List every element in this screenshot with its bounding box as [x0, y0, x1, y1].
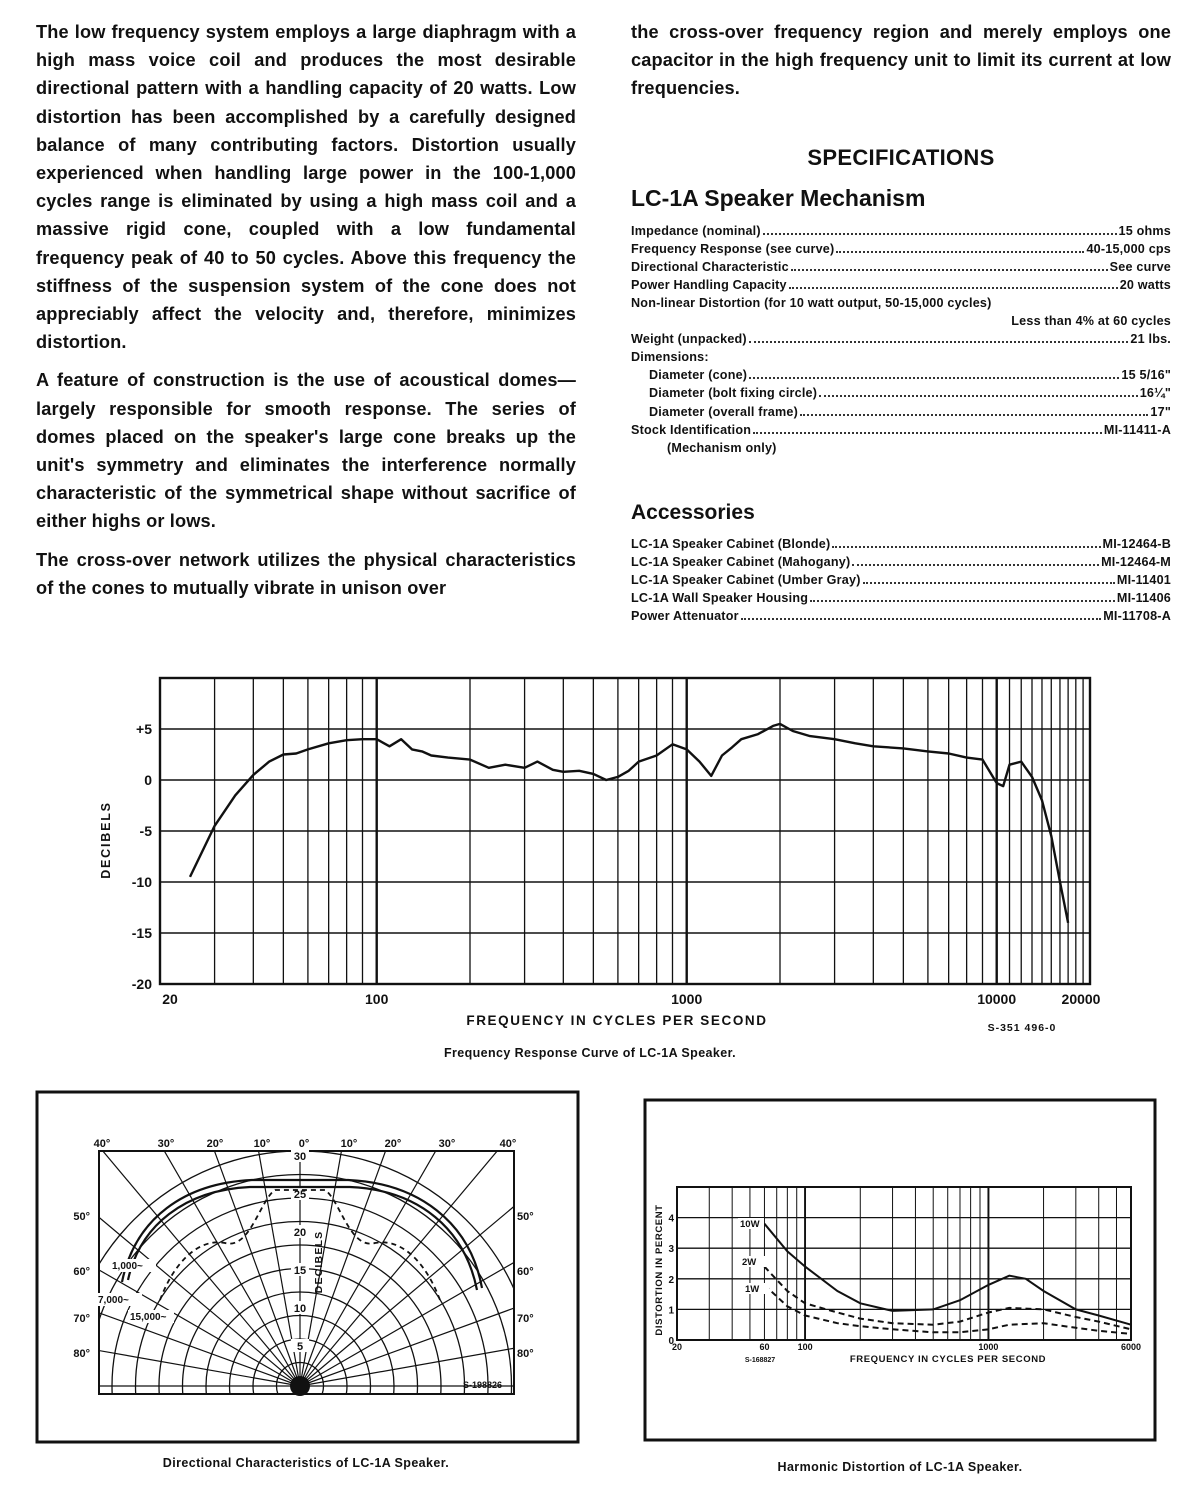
polar-radial-line [0, 1186, 300, 1386]
angle-label: 40° [499, 1138, 517, 1150]
spec-value: 15 5/16" [1121, 368, 1171, 383]
y-tick-label: 0 [144, 772, 152, 788]
spec-value: 20 watts [1119, 277, 1171, 292]
frequency-chart-caption: Frequency Response Curve of LC-1A Speaker. [443, 1046, 737, 1060]
y-tick-label: -5 [139, 823, 152, 839]
drawing-number: S-168827 [744, 1357, 776, 1364]
spec-value: 21 lbs. [1130, 332, 1171, 347]
spec-label: Dimensions: [631, 350, 709, 365]
y-tick-label: 4 [668, 1213, 674, 1225]
paragraph-cross-over-continued: the cross-over frequency region and merely employs one capacitor in the high frequency unit to limit its current at low frequencies. [631, 22, 1171, 99]
radial-tick-label: 20 [293, 1227, 307, 1239]
x-tick-label: 6000 [1120, 1342, 1142, 1352]
spec-value: Less than 4% at 60 cycles [1011, 314, 1171, 329]
x-tick-label: 20 [671, 1342, 683, 1352]
accessory-label: LC-1A Wall Speaker Housing [631, 591, 809, 606]
series-label: 1,000~ [112, 1261, 143, 1272]
angle-label: 30° [438, 1138, 456, 1150]
polar-radial-line [300, 1129, 606, 1386]
x-tick-label: 20 [162, 991, 178, 1007]
x-tick-label: 100 [365, 991, 389, 1007]
x-axis-label: FREQUENCY IN CYCLES PER SECOND [466, 1013, 768, 1028]
angle-label: 10° [253, 1138, 271, 1150]
y-tick-label: 3 [668, 1244, 674, 1256]
accessory-label: LC-1A Speaker Cabinet (Blonde) [631, 536, 831, 551]
y-tick-label: 2 [668, 1274, 674, 1286]
angle-label: 40° [93, 1138, 111, 1150]
series-label: 1W [745, 1284, 760, 1295]
accessory-label: Power Attenuator [631, 609, 739, 624]
y-tick-label: -20 [131, 976, 152, 992]
angle-label: 20° [206, 1138, 224, 1150]
radial-tick-label: 10 [293, 1303, 307, 1315]
angle-label: 0° [298, 1138, 310, 1150]
spec-label: Power Handling Capacity [631, 277, 787, 292]
spec-label: Frequency Response (see curve) [631, 241, 835, 256]
spec-value: MI-11411-A [1103, 422, 1171, 437]
accessory-label: LC-1A Speaker Cabinet (Mahogany) [631, 554, 851, 569]
x-tick-label: 10000 [977, 991, 1017, 1007]
y-tick-label: +5 [136, 721, 152, 737]
y-axis-label: DISTORTION IN PERCENT [654, 1204, 665, 1336]
y-tick-label: 1 [668, 1305, 674, 1317]
x-tick-label: 20000 [1061, 991, 1101, 1007]
spec-value: 17" [1150, 404, 1171, 419]
side-angle-label-left: 60° [73, 1266, 90, 1278]
spec-label: Directional Characteristic [631, 259, 789, 274]
paragraph-cross-over: The cross-over network utilizes the physical characteristics of the cones to mutually vibrate in unison over [36, 549, 576, 598]
spec-label: Impedance (nominal) [631, 223, 761, 238]
spec-label: Diameter (cone) [649, 368, 748, 383]
spec-value: See curve [1109, 259, 1171, 274]
x-axis-label: FREQUENCY IN CYCLES PER SECOND [849, 1354, 1047, 1365]
directional-chart [0, 986, 703, 1500]
directional-chart-caption: Directional Characteristics of LC-1A Speaker. [162, 1456, 450, 1470]
spec-label: (Mechanism only) [667, 440, 777, 455]
y-axis-label: DECIBELS [99, 801, 113, 879]
series-label: 2W [742, 1257, 757, 1268]
specifications-heading: SPECIFICATIONS [807, 144, 995, 170]
spec-label: Stock Identification [631, 422, 752, 437]
radial-tick-label: 25 [293, 1189, 307, 1201]
side-angle-label-left: 50° [73, 1211, 90, 1223]
x-tick-label: 60 [759, 1342, 770, 1352]
polar-grid [0, 986, 703, 1500]
response-curve-line [190, 724, 1068, 923]
side-angle-label-left: 70° [73, 1313, 90, 1325]
spec-value: 16¼" [1139, 386, 1171, 401]
polar-radial-line [300, 1249, 676, 1386]
spec-label: Non-linear Distortion (for 10 watt output, 50-15,000 cycles) [631, 295, 992, 310]
accessory-value: MI-11708-A [1103, 609, 1171, 624]
drawing-number: S-351 496-0 [987, 1022, 1057, 1034]
accessory-value: MI-11406 [1116, 591, 1171, 606]
paragraph-low-frequency: The low frequency system employs a large diaphragm with a high mass voice coil and produces the most desirable directional pattern with a handling capacity of 20 watts. Low distortion has been accomplished by a carefully designed balance of many contributing factors. Distortion usually experienced when handling large power in the 100-1,000 cycles range is eliminated by using a high mass coil and a massive rigid cone, coupled with a low fundamental frequency peak of 40 to 50 cycles. Above this frequency the stiffness of the suspension system of the cone does not appreciably affect the velocity and, therefore, minimizes distortion. [36, 22, 576, 353]
chart-border [645, 1100, 1155, 1440]
series-label: 7,000~ [98, 1295, 129, 1306]
harmonic-distortion-chart [645, 1100, 1155, 1440]
spec-label: Weight (unpacked) [631, 332, 747, 347]
angle-label: 30° [157, 1138, 175, 1150]
angle-label: 10° [340, 1138, 358, 1150]
polar-radial-line [0, 1129, 300, 1386]
x-tick-label: 1000 [978, 1342, 999, 1352]
series-label: 15,000~ [130, 1312, 167, 1323]
accessory-value: MI-12464-B [1102, 536, 1171, 551]
spec-label: Diameter (bolt fixing circle) [649, 386, 818, 401]
mechanism-title: LC-1A Speaker Mechanism [631, 184, 926, 211]
accessory-value: MI-12464-M [1101, 554, 1171, 569]
frequency-response-chart [99, 678, 1101, 1034]
y-tick-label: -15 [131, 925, 152, 941]
polar-radial-line [43, 1080, 300, 1386]
polar-radial-line [300, 1080, 557, 1386]
side-angle-label-left: 80° [73, 1348, 90, 1360]
radial-axis-label: DECIBELS [313, 1230, 325, 1294]
spec-label: Diameter (overall frame) [649, 404, 798, 419]
polar-center [290, 1376, 310, 1396]
side-angle-label-right: 60° [517, 1266, 534, 1278]
spec-value: 15 ohms [1118, 223, 1171, 238]
side-angle-label-right: 70° [517, 1313, 534, 1325]
radial-tick-label: 5 [296, 1341, 304, 1353]
distortion-chart-caption: Harmonic Distortion of LC-1A Speaker. [777, 1460, 1023, 1474]
spec-value: 40-15,000 cps [1086, 241, 1171, 256]
y-tick-label: 0 [668, 1336, 674, 1347]
series-label: 10W [740, 1219, 760, 1230]
polar-radial-line [0, 1317, 300, 1386]
angle-label: 20° [384, 1138, 402, 1150]
x-tick-label: 1000 [671, 991, 703, 1007]
accessory-value: MI-11401 [1116, 573, 1171, 588]
radial-tick-label: 15 [293, 1265, 307, 1277]
side-angle-label-right: 50° [517, 1211, 534, 1223]
x-tick-label: 100 [797, 1342, 813, 1352]
accessories-title: Accessories [631, 500, 755, 524]
paragraph-acoustical-domes: A feature of construction is the use of acoustical domes—largely responsible for smooth response. The series of domes placed on the speaker's large cone breaks up the unit's symmetry and eliminates the interference normally characteristic of the symmetrical shape without sacrifice of either highs or lows. [36, 370, 576, 532]
radial-tick-label: 30 [293, 1151, 307, 1163]
side-angle-label-right: 80° [517, 1348, 534, 1360]
accessory-label: LC-1A Speaker Cabinet (Umber Gray) [631, 573, 861, 588]
y-tick-label: -10 [131, 874, 152, 890]
drawing-number: S-198826 [462, 1380, 502, 1390]
